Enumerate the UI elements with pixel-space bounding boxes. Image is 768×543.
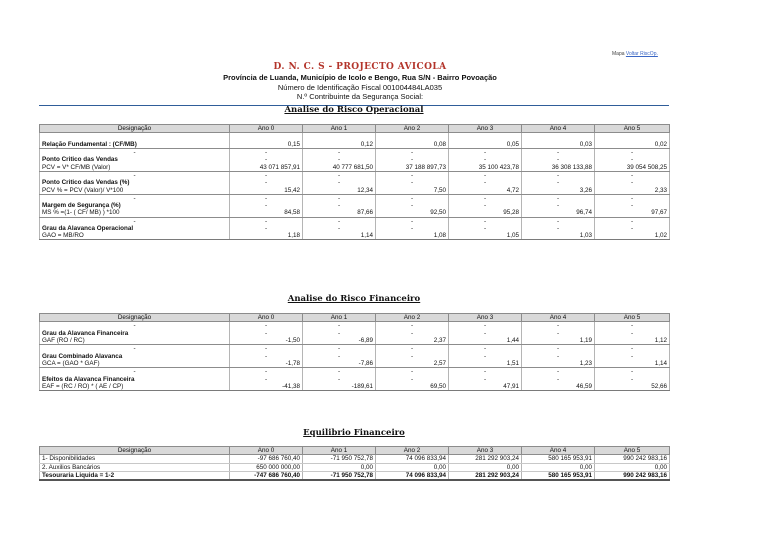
row-value-ano-5: 0,02 <box>595 141 670 149</box>
row-value-ano-1: - <box>303 156 376 163</box>
row-value-ano-0: - <box>230 225 303 232</box>
row-value-ano-0: - <box>230 156 303 163</box>
back-link[interactable]: Voltar RiscOp. <box>625 51 658 57</box>
row-value-ano-3: - <box>449 217 522 225</box>
row-label: - <box>40 345 230 353</box>
row-value-ano-0: 0,15 <box>230 141 303 149</box>
table-header-row <box>40 314 670 322</box>
row-value-ano-3: - <box>449 225 522 232</box>
row-value-ano-3: - <box>449 352 522 359</box>
row-value-ano-5: - <box>595 171 670 179</box>
row-value-ano-2: - <box>376 171 449 179</box>
table-row <box>40 179 670 186</box>
row-value-ano-1: -71 950 752,78 <box>303 455 376 463</box>
row-value-ano-3: - <box>449 345 522 353</box>
row-value-ano-0: - <box>230 322 303 330</box>
row-label: Ponto Critico das Vendas (%) <box>40 179 230 186</box>
row-value-ano-2: - <box>376 202 449 209</box>
row-value-ano-4: - <box>522 148 595 156</box>
table-row <box>40 209 670 217</box>
row-value-ano-2: - <box>376 179 449 186</box>
row-value-ano-3: 35 100 423,78 <box>449 163 522 171</box>
row-value-ano-4: 0,00 <box>522 463 595 471</box>
row-label: - <box>40 148 230 156</box>
table-row <box>40 352 670 359</box>
row-label: Grau Combinado Alavanca <box>40 352 230 359</box>
column-header-ano-3: Ano 3 <box>449 314 522 322</box>
document-header <box>150 62 570 102</box>
row-value-ano-5: - <box>595 225 670 232</box>
row-value-ano-5: - <box>595 148 670 156</box>
column-header-ano-1: Ano 1 <box>303 314 376 322</box>
row-value-ano-1: -6,89 <box>303 337 376 345</box>
row-label: EAF = (RC / RO) * ( AE / CP) <box>40 383 230 391</box>
column-header-ano-0: Ano 0 <box>230 447 303 455</box>
row-value-ano-5: - <box>595 179 670 186</box>
row-value-ano-4: 580 165 953,91 <box>522 471 595 480</box>
row-value-ano-4: - <box>522 179 595 186</box>
row-value-ano-3: - <box>449 368 522 376</box>
row-value-ano-2: - <box>376 375 449 382</box>
row-value-ano-2: 2,57 <box>376 360 449 368</box>
table-row <box>40 471 670 480</box>
table-row <box>40 148 670 156</box>
table-row <box>40 330 670 337</box>
row-value-ano-0: - <box>230 217 303 225</box>
row-value-ano-5: - <box>595 330 670 337</box>
row-value-ano-1: - <box>303 217 376 225</box>
row-value-ano-0: - <box>230 352 303 359</box>
row-value-ano-0: - <box>230 194 303 202</box>
operational-risk-title: Analise do Risco Operacional <box>284 105 424 115</box>
row-value-ano-3: - <box>449 194 522 202</box>
top-note-prefix: Mapa <box>612 51 625 57</box>
row-value-ano-3: - <box>449 179 522 186</box>
row-value-ano-1: - <box>303 171 376 179</box>
column-header-ano-1: Ano 1 <box>303 125 376 133</box>
row-value-ano-2: 2,37 <box>376 337 449 345</box>
row-value-ano-5 <box>595 133 670 141</box>
row-value-ano-0 <box>230 133 303 141</box>
row-value-ano-3: 281 292 903,24 <box>449 455 522 463</box>
column-header-ano-3: Ano 3 <box>449 125 522 133</box>
row-value-ano-5: 0,00 <box>595 463 670 471</box>
row-value-ano-1: - <box>303 345 376 353</box>
row-label: PCV % = PCV (Valor)/ V*100 <box>40 186 230 194</box>
row-value-ano-0: - <box>230 345 303 353</box>
row-value-ano-1: -71 950 752,78 <box>303 471 376 480</box>
row-value-ano-3: 47,91 <box>449 383 522 391</box>
row-label: GAF (RO / RC) <box>40 337 230 345</box>
row-value-ano-4: - <box>522 194 595 202</box>
table-row <box>40 225 670 232</box>
column-header-ano-5: Ano 5 <box>595 447 670 455</box>
row-value-ano-1: - <box>303 322 376 330</box>
row-value-ano-1: 40 777 681,50 <box>303 163 376 171</box>
row-value-ano-3: - <box>449 322 522 330</box>
row-value-ano-5: 52,66 <box>595 383 670 391</box>
row-value-ano-4: - <box>522 225 595 232</box>
column-header-designacao: Designação <box>40 447 230 455</box>
row-value-ano-1: - <box>303 179 376 186</box>
table-row <box>40 232 670 240</box>
row-value-ano-1: 1,14 <box>303 232 376 240</box>
row-value-ano-0: 84,58 <box>230 209 303 217</box>
column-header-ano-3: Ano 3 <box>449 447 522 455</box>
row-label: - <box>40 194 230 202</box>
row-value-ano-3: 0,00 <box>449 463 522 471</box>
row-value-ano-5: 97,67 <box>595 209 670 217</box>
row-value-ano-4: 46,59 <box>522 383 595 391</box>
row-value-ano-1: - <box>303 194 376 202</box>
top-note <box>612 51 658 57</box>
row-value-ano-4: - <box>522 322 595 330</box>
row-value-ano-5: - <box>595 156 670 163</box>
row-value-ano-2: 7,50 <box>376 186 449 194</box>
row-value-ano-1: - <box>303 368 376 376</box>
financial-risk-table <box>39 313 670 391</box>
row-value-ano-3: - <box>449 202 522 209</box>
row-label: - <box>40 368 230 376</box>
row-label: MS % =(1- ( CF/ MB) ) *100 <box>40 209 230 217</box>
row-value-ano-2 <box>376 133 449 141</box>
row-value-ano-5: 1,12 <box>595 337 670 345</box>
row-value-ano-1: - <box>303 330 376 337</box>
row-label: Grau da Alavanca Financeira <box>40 330 230 337</box>
table-row <box>40 171 670 179</box>
row-value-ano-2: - <box>376 368 449 376</box>
row-label: Grau da Alavanca Operacional <box>40 225 230 232</box>
table-header-row <box>40 125 670 133</box>
column-header-ano-0: Ano 0 <box>230 314 303 322</box>
row-value-ano-0: - <box>230 179 303 186</box>
row-value-ano-1: - <box>303 202 376 209</box>
row-value-ano-2: - <box>376 148 449 156</box>
table-header-row <box>40 447 670 455</box>
row-value-ano-3: 1,51 <box>449 360 522 368</box>
table-row <box>40 163 670 171</box>
column-header-ano-4: Ano 4 <box>522 125 595 133</box>
row-value-ano-4: 1,03 <box>522 232 595 240</box>
row-value-ano-2: - <box>376 225 449 232</box>
table-row <box>40 337 670 345</box>
operational-risk-table <box>39 124 670 240</box>
column-header-ano-5: Ano 5 <box>595 125 670 133</box>
row-value-ano-0: 650 000 000,00 <box>230 463 303 471</box>
row-value-ano-5: - <box>595 194 670 202</box>
row-value-ano-4: 580 165 953,91 <box>522 455 595 463</box>
row-value-ano-4: - <box>522 202 595 209</box>
row-value-ano-5: - <box>595 345 670 353</box>
row-value-ano-4: 36 308 133,88 <box>522 163 595 171</box>
table-row <box>40 322 670 330</box>
row-value-ano-3: 95,28 <box>449 209 522 217</box>
row-value-ano-2: 0,08 <box>376 141 449 149</box>
row-value-ano-0: - <box>230 171 303 179</box>
row-value-ano-3: 1,05 <box>449 232 522 240</box>
row-label: Tesouraria Liquida = 1-2 <box>40 471 230 480</box>
column-header-designacao: Designação <box>40 125 230 133</box>
row-value-ano-4: 96,74 <box>522 209 595 217</box>
row-value-ano-1: 87,66 <box>303 209 376 217</box>
financial-balance-table <box>39 446 670 481</box>
row-value-ano-3: - <box>449 375 522 382</box>
row-value-ano-0: - <box>230 330 303 337</box>
column-header-ano-2: Ano 2 <box>376 447 449 455</box>
row-value-ano-5: 39 054 508,25 <box>595 163 670 171</box>
row-label: GAO = MB/RO <box>40 232 230 240</box>
row-value-ano-1: 0,12 <box>303 141 376 149</box>
row-label: - <box>40 322 230 330</box>
row-value-ano-0: -97 686 760,40 <box>230 455 303 463</box>
row-value-ano-1: -189,61 <box>303 383 376 391</box>
row-value-ano-0: - <box>230 148 303 156</box>
row-value-ano-4: 3,26 <box>522 186 595 194</box>
row-value-ano-1: - <box>303 225 376 232</box>
row-value-ano-5: 1,14 <box>595 360 670 368</box>
row-value-ano-4: - <box>522 345 595 353</box>
table-row <box>40 186 670 194</box>
row-value-ano-3: 281 292 903,24 <box>449 471 522 480</box>
row-value-ano-4: - <box>522 352 595 359</box>
row-value-ano-2: - <box>376 322 449 330</box>
row-value-ano-5: 2,33 <box>595 186 670 194</box>
row-value-ano-1: 12,34 <box>303 186 376 194</box>
column-header-designacao: Designação <box>40 314 230 322</box>
row-value-ano-3: - <box>449 171 522 179</box>
row-value-ano-2: 37 188 897,73 <box>376 163 449 171</box>
row-value-ano-5: 1,02 <box>595 232 670 240</box>
row-value-ano-1: - <box>303 148 376 156</box>
company-title: D. N. C. S - PROJECTO AVICOLA <box>273 62 447 72</box>
table-row <box>40 375 670 382</box>
row-label: - <box>40 217 230 225</box>
social-security-id: N.º Contribuinte da Segurança Social: <box>296 92 424 101</box>
financial-risk-title: Analise do Risco Financeiro <box>287 294 421 304</box>
row-value-ano-3 <box>449 133 522 141</box>
row-value-ano-2: - <box>376 156 449 163</box>
row-value-ano-5: - <box>595 202 670 209</box>
row-label <box>40 133 230 141</box>
row-value-ano-5: - <box>595 352 670 359</box>
row-value-ano-5: - <box>595 368 670 376</box>
table-row <box>40 463 670 471</box>
table-row <box>40 141 670 149</box>
table-row <box>40 156 670 163</box>
row-value-ano-0: - <box>230 375 303 382</box>
table-row <box>40 345 670 353</box>
row-value-ano-1: - <box>303 352 376 359</box>
row-value-ano-2: - <box>376 330 449 337</box>
row-value-ano-4: - <box>522 217 595 225</box>
row-value-ano-4: - <box>522 156 595 163</box>
column-header-ano-5: Ano 5 <box>595 314 670 322</box>
table-row <box>40 455 670 463</box>
row-value-ano-2: 1,08 <box>376 232 449 240</box>
row-value-ano-2: - <box>376 194 449 202</box>
row-value-ano-0: 15,42 <box>230 186 303 194</box>
row-value-ano-4 <box>522 133 595 141</box>
table-row <box>40 360 670 368</box>
row-label: 2. Auxilios Bancários <box>40 463 230 471</box>
row-value-ano-4: 0,03 <box>522 141 595 149</box>
row-value-ano-2: - <box>376 352 449 359</box>
row-value-ano-5: - <box>595 322 670 330</box>
row-label: Margem de Segurança (%) <box>40 202 230 209</box>
row-value-ano-4: 1,19 <box>522 337 595 345</box>
row-value-ano-0: 1,18 <box>230 232 303 240</box>
row-label: Efeitos da Alavanca Financeira <box>40 375 230 382</box>
row-value-ano-5: 990 242 983,16 <box>595 471 670 480</box>
row-value-ano-0: -1,78 <box>230 360 303 368</box>
table-row <box>40 133 670 141</box>
row-value-ano-5: - <box>595 217 670 225</box>
row-label: PCV = V* CF/MB (Valor) <box>40 163 230 171</box>
row-value-ano-0: - <box>230 368 303 376</box>
row-value-ano-1: - <box>303 375 376 382</box>
row-value-ano-0: 43 071 857,91 <box>230 163 303 171</box>
row-value-ano-5: - <box>595 375 670 382</box>
row-value-ano-0: -747 686 760,40 <box>230 471 303 480</box>
row-value-ano-2: 0,00 <box>376 463 449 471</box>
table-row <box>40 217 670 225</box>
row-value-ano-2: - <box>376 345 449 353</box>
row-value-ano-4: - <box>522 375 595 382</box>
row-value-ano-0: -1,50 <box>230 337 303 345</box>
column-header-ano-2: Ano 2 <box>376 314 449 322</box>
column-header-ano-4: Ano 4 <box>522 447 595 455</box>
row-value-ano-1: 0,00 <box>303 463 376 471</box>
row-value-ano-5: 990 242 983,16 <box>595 455 670 463</box>
row-value-ano-0: - <box>230 202 303 209</box>
company-address: Província de Luanda, Município de Icolo e Bengo, Rua S/N - Bairro Povoação <box>223 73 497 82</box>
table-row <box>40 194 670 202</box>
row-value-ano-3: 4,72 <box>449 186 522 194</box>
row-value-ano-2: 92,50 <box>376 209 449 217</box>
row-value-ano-2: 74 096 833,94 <box>376 471 449 480</box>
table-row <box>40 383 670 391</box>
row-value-ano-2: - <box>376 217 449 225</box>
row-value-ano-1: -7,86 <box>303 360 376 368</box>
row-value-ano-2: 74 096 833,94 <box>376 455 449 463</box>
row-value-ano-3: - <box>449 148 522 156</box>
row-value-ano-2: 69,50 <box>376 383 449 391</box>
row-value-ano-4: - <box>522 330 595 337</box>
column-header-ano-2: Ano 2 <box>376 125 449 133</box>
row-label: 1- Disponibilidades <box>40 455 230 463</box>
row-label: Ponto Critico das Vendas <box>40 156 230 163</box>
row-value-ano-3: - <box>449 156 522 163</box>
table-row <box>40 368 670 376</box>
financial-balance-title: Equilibrio Financeiro <box>303 428 405 438</box>
column-header-ano-1: Ano 1 <box>303 447 376 455</box>
row-value-ano-4: 1,23 <box>522 360 595 368</box>
row-label: Relação Fundamental : (CF/MB) <box>40 141 230 149</box>
row-value-ano-0: -41,38 <box>230 383 303 391</box>
row-label: - <box>40 171 230 179</box>
column-header-ano-0: Ano 0 <box>230 125 303 133</box>
table-row <box>40 202 670 209</box>
row-label: GCA = (GAO * GAF) <box>40 360 230 368</box>
column-header-ano-4: Ano 4 <box>522 314 595 322</box>
row-value-ano-3: 0,05 <box>449 141 522 149</box>
row-value-ano-4: - <box>522 368 595 376</box>
row-value-ano-3: 1,44 <box>449 337 522 345</box>
row-value-ano-3: - <box>449 330 522 337</box>
tax-id: Número de Identificação Fiscal 001004484LA035 <box>277 82 443 92</box>
row-value-ano-1 <box>303 133 376 141</box>
row-value-ano-4: - <box>522 171 595 179</box>
